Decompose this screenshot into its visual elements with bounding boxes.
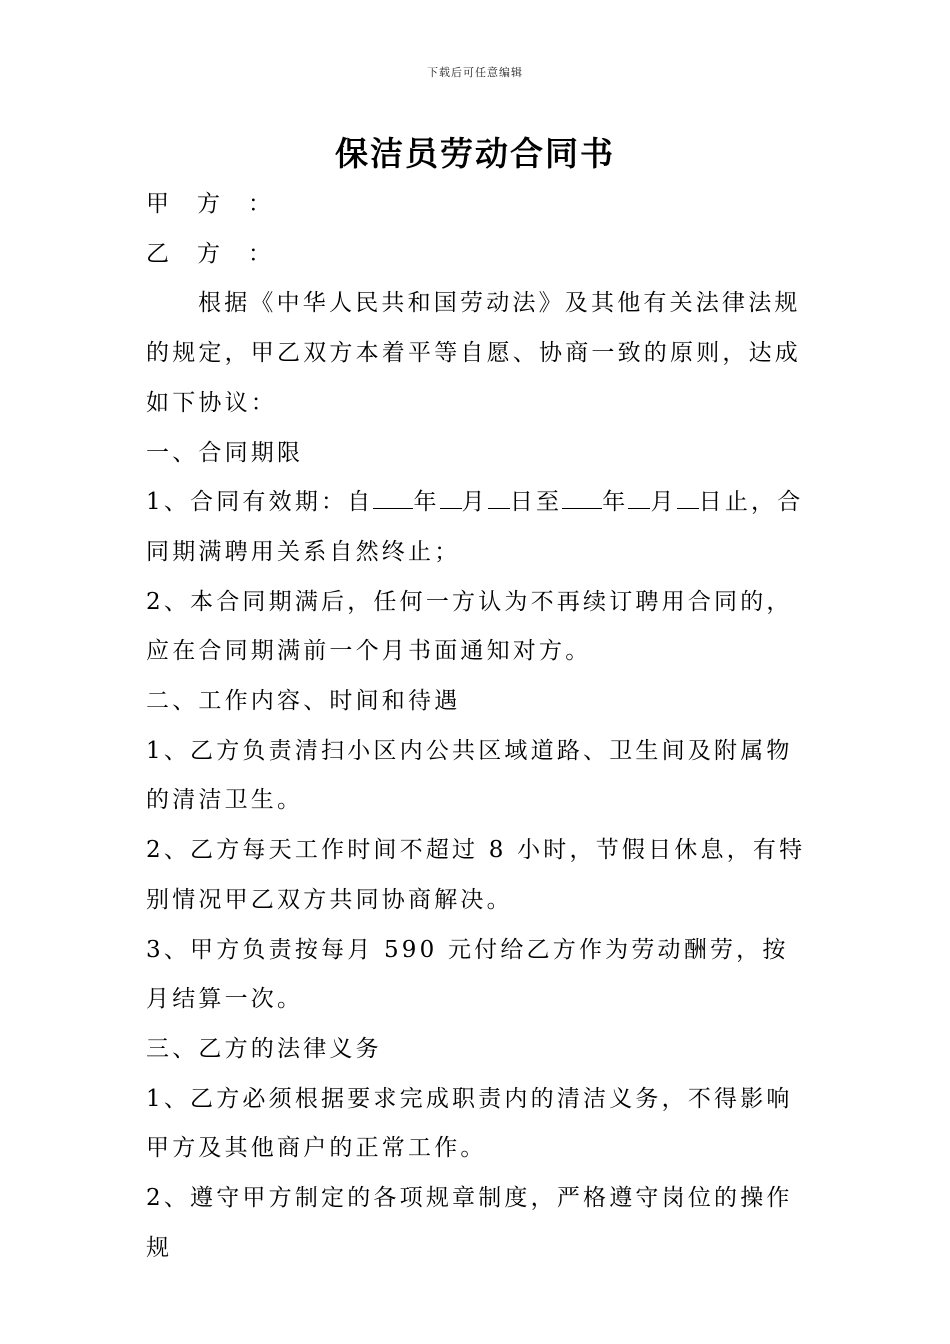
section-3-item-1: 1、乙方必须根据要求完成职责内的清洁义务，不得影响甲方及其他商户的正常工作。 — [146, 1085, 793, 1162]
party-b-colon: ： — [248, 240, 275, 267]
header-note: 下载后可任意编辑 — [427, 66, 523, 79]
section-3-heading: 三、乙方的法律义务 — [146, 1035, 382, 1062]
section-2-item-3: 3、甲方负责按每月 590 元付给乙方作为劳动酬劳，按月结算一次。 — [146, 936, 789, 1013]
end-year-blank — [562, 488, 602, 509]
section-2-heading: 二、工作内容、时间和待遇 — [146, 688, 461, 715]
party-a-label: 甲方 — [146, 191, 248, 217]
section-1-item-1: 1、合同有效期：自 年 月 日至 年 月 日止，合同期满聘用关系自然终止； — [146, 489, 804, 565]
end-day-blank — [677, 488, 699, 509]
section-1-heading: 一、合同期限 — [146, 439, 304, 466]
section-2-item-1: 1、乙方负责清扫小区内公共区域道路、卫生间及附属物的清洁卫生。 — [146, 737, 793, 814]
section-1-item-2: 2、本合同期满后，任何一方认为不再续订聘用合同的，应在合同期满前一个月书面通知对方。 — [146, 588, 793, 665]
start-month-blank — [440, 488, 462, 509]
section-2-item-2: 2、乙方每天工作时间不超过 8 小时，节假日休息，有特别情况甲乙双方共同协商解决。 — [146, 837, 806, 913]
section-3-item-2: 2、遵守甲方制定的各项规章制度，严格遵守岗位的操作规 — [146, 1185, 793, 1261]
party-b-label: 乙方 — [146, 240, 248, 267]
end-month-blank — [628, 488, 650, 509]
document-body — [146, 180, 806, 1273]
start-day-blank — [488, 488, 510, 509]
intro-paragraph: 根据《中华人民共和国劳动法》及其他有关法律法规的规定，甲乙双方本着平等自愿、协商一致的原则，达成如下协议： — [146, 290, 801, 416]
party-a-colon: ： — [248, 191, 275, 217]
party-a-line — [146, 180, 806, 230]
party-b-line — [146, 230, 806, 280]
start-year-blank — [373, 488, 413, 509]
document-title: 保洁员劳动合同书 — [335, 134, 615, 173]
